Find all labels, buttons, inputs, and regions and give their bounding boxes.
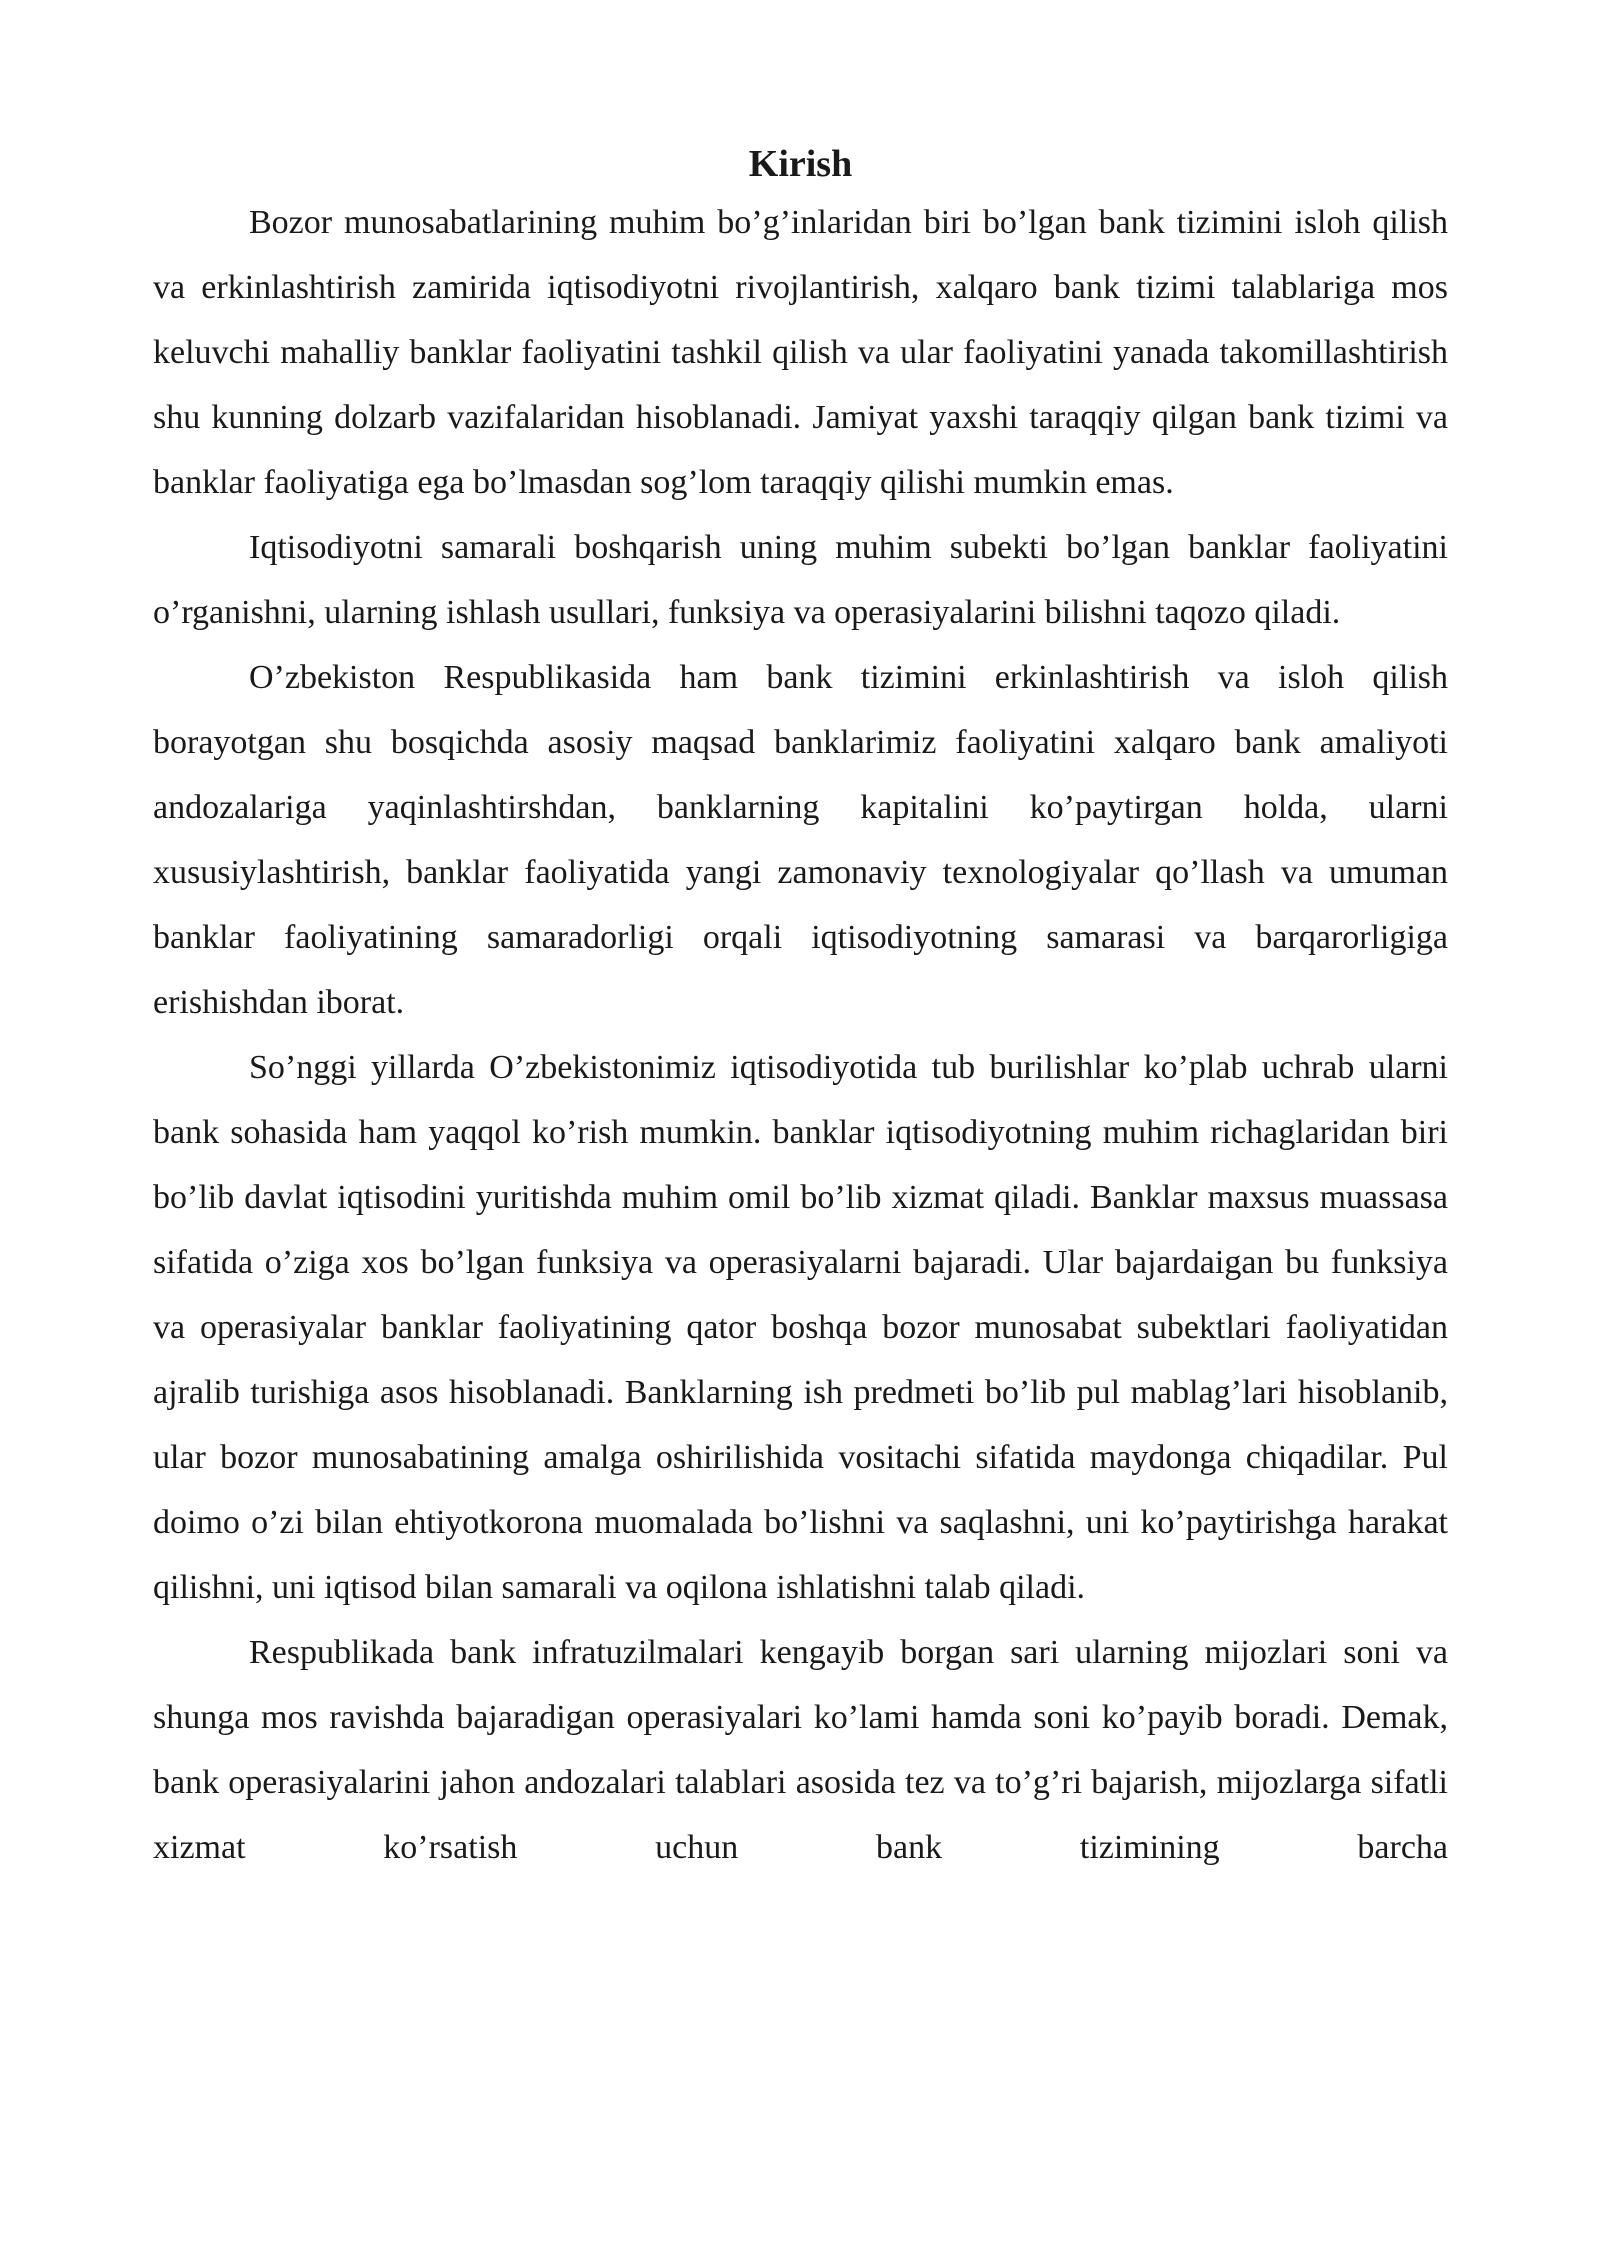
paragraph-5: Respublikada bank infratuzilmalari kengayib borgan sari ularning mijozlari soni va shunga mos ravishda bajaradigan operasiyalari ko’lami hamda soni ko’payib boradi. Demak, bank operasiyalarini jahon andozalari talablari asosida tez va to’g’ri bajarish, mijozlarga sifatli xizmat ko’rsatish uchun bank tizimining barcha	[153, 1634, 1448, 1866]
paragraph-3: O’zbekiston Respublikasida ham bank tizimini erkinlashtirish va isloh qilish borayotgan shu bosqichda asosiy maqsad banklarimiz faoliyatini xalqaro bank amaliyoti andozalariga yaqinlashtirshdan, banklarning kapitalini ko’paytirgan holda, ularni xususiylashtirish, banklar faoliyatida yangi zamonaviy texnologiyalar qo’llash va umuman banklar faoliyatining samaradorligi orqali iqtisodiyotning samarasi va barqarorligiga erishishdan iborat.	[153, 659, 1448, 1021]
paragraph-2: Iqtisodiyotni samarali boshqarish uning muhim subekti bo’lgan banklar faoliyatini o’rganishni, ularning ishlash usullari, funksiya va operasiyalarini bilishni taqozo qiladi.	[153, 529, 1448, 631]
paragraph-1: Bozor munosabatlarining muhim bo’g’inlaridan biri bo’lgan bank tizimini isloh qilish va erkinlashtirish zamirida iqtisodiyotni rivojlantirish, xalqaro bank tizimi talablariga mos keluvchi mahalliy banklar faoliyatini tashkil qilish va ular faoliyatini yanada takomillashtirish shu kunning dolzarb vazifalaridan hisoblanadi. Jamiyat yaxshi taraqqiy qilgan bank tizimi va banklar faoliyatiga ega bo’lmasdan sog’lom taraqqiy qilishi mumkin emas.	[153, 204, 1448, 501]
document-page	[153, 138, 1448, 1880]
page-title: Kirish	[748, 143, 853, 185]
paragraph-4: So’nggi yillarda O’zbekistonimiz iqtisodiyotida tub burilishlar ko’plab uchrab ularni bank sohasida ham yaqqol ko’rish mumkin. banklar iqtisodiyotning muhim richaglaridan biri bo’lib davlat iqtisodini yuritishda muhim omil bo’lib xizmat qiladi. Banklar maxsus muassasa sifatida o’ziga xos bo’lgan funksiya va operasiyalarni bajaradi. Ular bajardaigan bu funksiya va operasiyalar banklar faoliyatining qator boshqa bozor munosabat subektlari faoliyatidan ajralib turishiga asos hisoblanadi. Banklarning ish predmeti bo’lib pul mablag’lari hisoblanib, ular bozor munosabatining amalga oshirilishida vositachi sifatida maydonga chiqadilar. Pul doimo o’zi bilan ehtiyotkorona muomalada bo’lishni va saqlashni, uni ko’paytirishga harakat qilishni, uni iqtisod bilan samarali va oqilona ishlatishni talab qiladi.	[153, 1049, 1448, 1606]
